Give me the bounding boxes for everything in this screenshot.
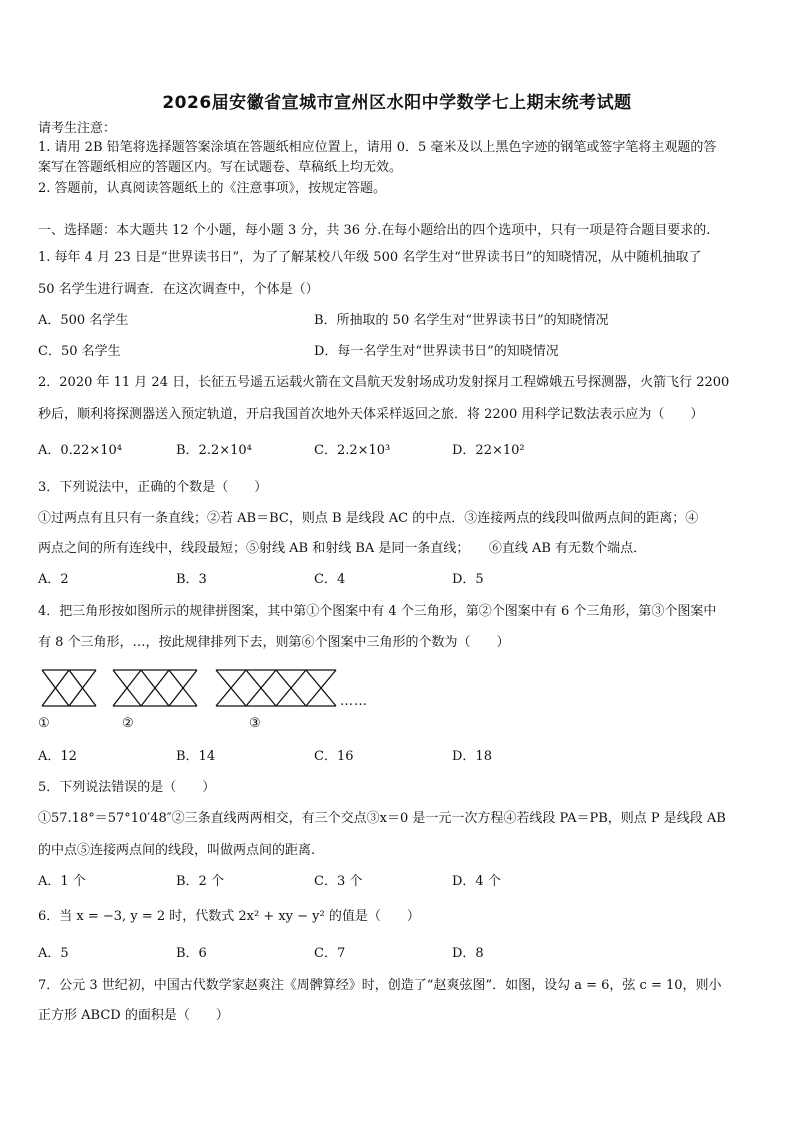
- q5-line-b: 的中点⑤连接两点间的线段，叫做两点间的距离.: [38, 843, 316, 858]
- q5-stem: 5．下列说法错误的是（ ）: [38, 780, 216, 795]
- q1-option-c: C．50 名学生: [38, 344, 121, 359]
- q4-stem-a: 4．把三角形按如图所示的规律拼图案，其中第①个图案中有 4 个三角形，第②个图案中有 6 个三角形，第③个图案中: [38, 604, 717, 619]
- q2-option-d: D．22×10²: [452, 443, 525, 458]
- q1-option-a: A．500 名学生: [38, 313, 129, 328]
- q3-stem: 3．下列说法中，正确的个数是（ ）: [38, 480, 268, 495]
- q1-stem-b: 50 名学生进行调查．在这次调查中，个体是（）: [38, 282, 319, 297]
- pattern-3: [216, 670, 336, 706]
- q3-line-a: ①过两点有且只有一条直线；②若 AB＝BC，则点 B 是线段 AC 的中点．③连接两点的线段叫做两点间的距离；④: [38, 511, 699, 526]
- figure-label-3: ③: [249, 716, 261, 731]
- q3-option-b: B．3: [176, 572, 207, 587]
- triangle-pattern-figure: [40, 667, 350, 711]
- q3-option-d: D．5: [452, 572, 484, 587]
- q2-stem-a: 2．2020 年 11 月 24 日，长征五号遥五运载火箭在文昌航天发射场成功发射探月工程嫦娥五号探测器，火箭飞行 2200: [38, 375, 730, 390]
- q5-option-d: D．4 个: [452, 874, 501, 889]
- q6-option-c: C．7: [314, 946, 346, 961]
- q3-option-c: C．4: [314, 572, 346, 587]
- notice-item-2: 2. 答题前，认真阅读答题纸上的《注意事项》，按规定答题。: [38, 181, 387, 196]
- notice-item-1a: 1. 请用 2B 铅笔将选择题答案涂填在答题纸相应位置上，请用 0．5 毫米及以上黑色字迹的钢笔或签字笔将主观题的答: [38, 140, 717, 155]
- q4-option-d: D．18: [452, 749, 492, 764]
- q4-option-a: A．12: [38, 749, 77, 764]
- q1-option-b: B．所抽取的 50 名学生对“世界读书日”的知晓情况: [314, 313, 609, 328]
- q6-option-d: D．8: [452, 946, 484, 961]
- q4-option-b: B．14: [176, 749, 216, 764]
- q6-option-b: B．6: [176, 946, 207, 961]
- figure-label-1: ①: [38, 716, 50, 731]
- pattern-2: [113, 670, 197, 706]
- notice-heading: 请考生注意：: [38, 121, 117, 136]
- pattern-1: [42, 670, 96, 706]
- q5-option-a: A．1 个: [38, 874, 86, 889]
- q2-option-a: A．0.22×10⁴: [38, 443, 122, 458]
- q7-stem-b: 正方形 ABCD 的面积是（ ）: [38, 1008, 229, 1023]
- notice-item-1b: 案写在答题纸相应的答题区内。写在试题卷、草稿纸上均无效。: [38, 160, 403, 175]
- q7-stem-a: 7．公元 3 世纪初，中国古代数学家赵爽注《周髀算经》时，创造了“赵爽弦图”．如图，设勾 a = 6，弦 c = 10，则小: [38, 978, 722, 993]
- q6-stem: 6．当 x = −3, y = 2 时，代数式 2x² + xy − y² 的值是（ ）: [38, 909, 420, 924]
- q5-option-c: C．3 个: [314, 874, 363, 889]
- q1-stem-a: 1. 每年 4 月 23 日是“世界读书日”，为了了解某校八年级 500 名学生对“世界读书日”的知晓情况，从中随机抽取了: [38, 250, 702, 265]
- q5-option-b: B．2 个: [176, 874, 224, 889]
- q5-line-a: ①57.18°＝57°10′48″②三条直线两两相交，有三个交点③x＝0 是一元一次方程④若线段 PA＝PB，则点 P 是线段 AB: [38, 811, 726, 826]
- section-heading: 一、选择题：本大题共 12 个小题，每小题 3 分，共 36 分.在每小题给出的四个选项中，只有一项是符合题目要求的.: [38, 223, 711, 238]
- page-title: 2026届安徽省宣城市宣州区水阳中学数学七上期末统考试题: [162, 93, 632, 113]
- q4-stem-b: 有 8 个三角形，…，按此规律排列下去，则第⑥个图案中三角形的个数为（ ）: [38, 635, 510, 650]
- q4-option-c: C．16: [314, 749, 354, 764]
- pattern-continuation-dots: ……: [340, 694, 368, 709]
- q2-option-b: B．2.2×10⁴: [176, 443, 252, 458]
- q2-option-c: C．2.2×10³: [314, 443, 391, 458]
- q1-option-d: D．每一名学生对“世界读书日”的知晓情况: [314, 344, 559, 359]
- figure-label-2: ②: [122, 716, 134, 731]
- q6-option-a: A．5: [38, 946, 69, 961]
- q2-stem-b: 秒后，顺利将探测器送入预定轨道，开启我国首次地外天体采样返回之旅．将 2200 用科学记数法表示应为（ ）: [38, 407, 704, 422]
- q3-line-b: 两点之间的所有连线中，线段最短；⑤射线 AB 和射线 BA 是同一条直线； ⑥直线 AB 有无数个端点．: [38, 541, 647, 556]
- q3-option-a: A．2: [38, 572, 69, 587]
